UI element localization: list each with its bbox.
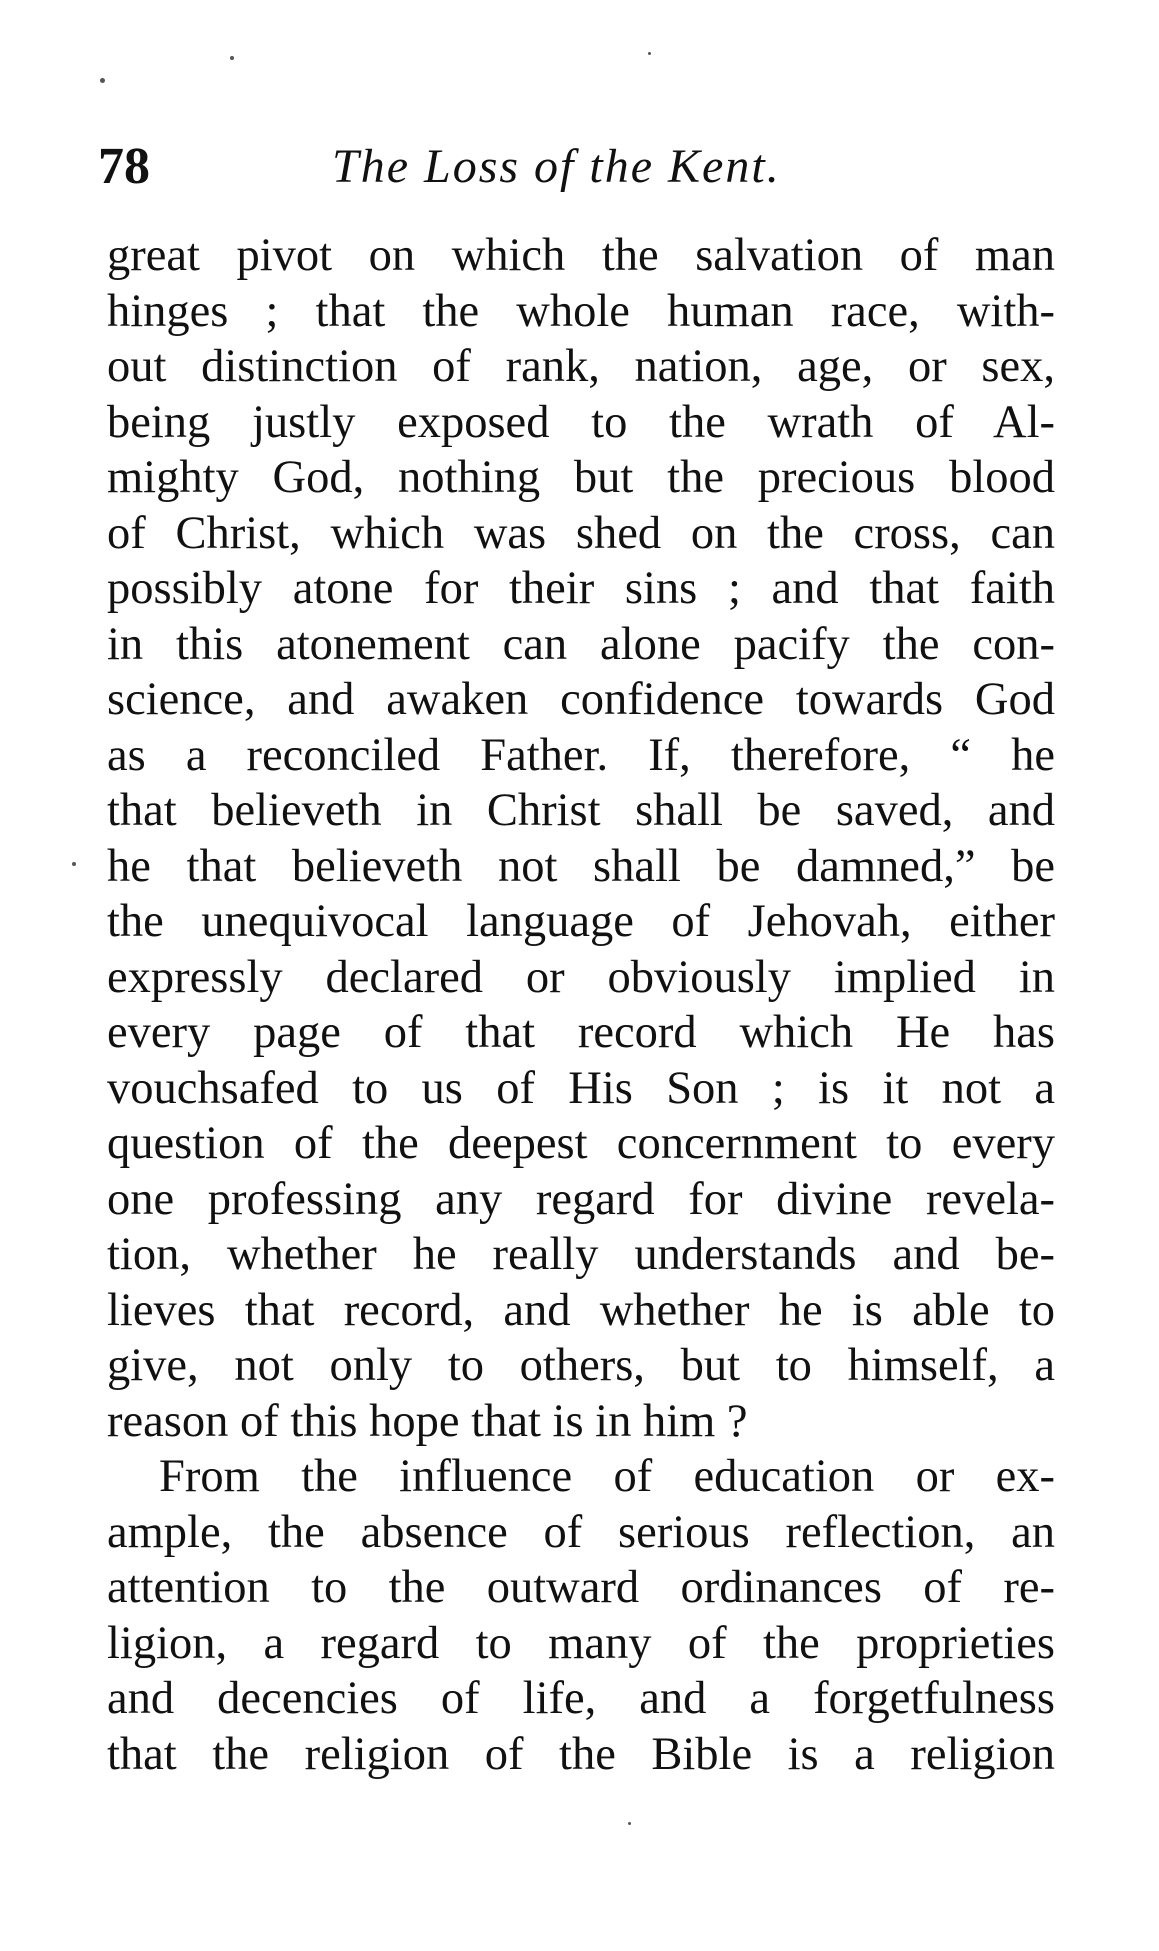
- text-line: attention to the outward ordinances of re-: [107, 1562, 1055, 1613]
- page-header: [98, 132, 1064, 202]
- text-line: he that believeth not shall be damned,” be: [107, 840, 1055, 892]
- text-line: hinges ; that the whole human race, with-: [107, 285, 1055, 337]
- print-speck: [72, 862, 76, 866]
- text-line: of Christ, which was shed on the cross, can: [107, 507, 1055, 559]
- text-line: From the influence of education or ex-: [159, 1451, 1055, 1502]
- text-line: reason of this hope that is in him ?: [107, 1395, 748, 1447]
- text-line: every page of that record which He has: [107, 1007, 1055, 1058]
- body-text: [107, 228, 1055, 1782]
- text-line: science, and awaken confidence towards God: [107, 674, 1055, 725]
- text-line: tion, whether he really understands and be-: [107, 1229, 1055, 1280]
- text-line: great pivot on which the salvation of man: [107, 230, 1055, 281]
- text-line: in this atonement can alone pacify the con-: [107, 618, 1055, 670]
- text-line: the unequivocal language of Jehovah, either: [107, 896, 1055, 947]
- text-line: that believeth in Christ shall be saved, and: [107, 785, 1055, 836]
- paragraph-2: [107, 1449, 1055, 1782]
- text-line: lieves that record, and whether he is able to: [107, 1284, 1055, 1336]
- print-speck: [100, 78, 105, 83]
- text-line: possibly atone for their sins ; and that faith: [107, 563, 1055, 614]
- text-line: one professing any regard for divine revela-: [107, 1173, 1055, 1225]
- text-line: mighty God, nothing but the precious blood: [107, 452, 1055, 503]
- text-line: question of the deepest concernment to every: [107, 1118, 1055, 1169]
- text-line: ample, the absence of serious reflection, an: [107, 1506, 1055, 1558]
- text-line: give, not only to others, but to himself, a: [107, 1340, 1055, 1391]
- text-line: expressly declared or obviously implied in: [107, 951, 1055, 1003]
- text-line: vouchsafed to us of His Son ; is it not a: [107, 1062, 1055, 1114]
- print-speck: [230, 56, 234, 60]
- running-head: The Loss of the Kent.: [332, 140, 781, 193]
- text-line: being justly exposed to the wrath of Al-: [107, 396, 1055, 448]
- text-line: and decencies of life, and a forgetfulness: [107, 1673, 1055, 1724]
- print-speck: [628, 1822, 631, 1825]
- text-line: out distinction of rank, nation, age, or sex,: [107, 341, 1055, 392]
- text-line: as a reconciled Father. If, therefore, “ he: [107, 729, 1055, 781]
- text-line: ligion, a regard to many of the proprieties: [107, 1617, 1055, 1669]
- print-speck: [648, 52, 651, 55]
- text-line: that the religion of the Bible is a religion: [107, 1728, 1055, 1780]
- page-number: 78: [98, 138, 150, 195]
- paragraph-1: [107, 228, 1055, 1449]
